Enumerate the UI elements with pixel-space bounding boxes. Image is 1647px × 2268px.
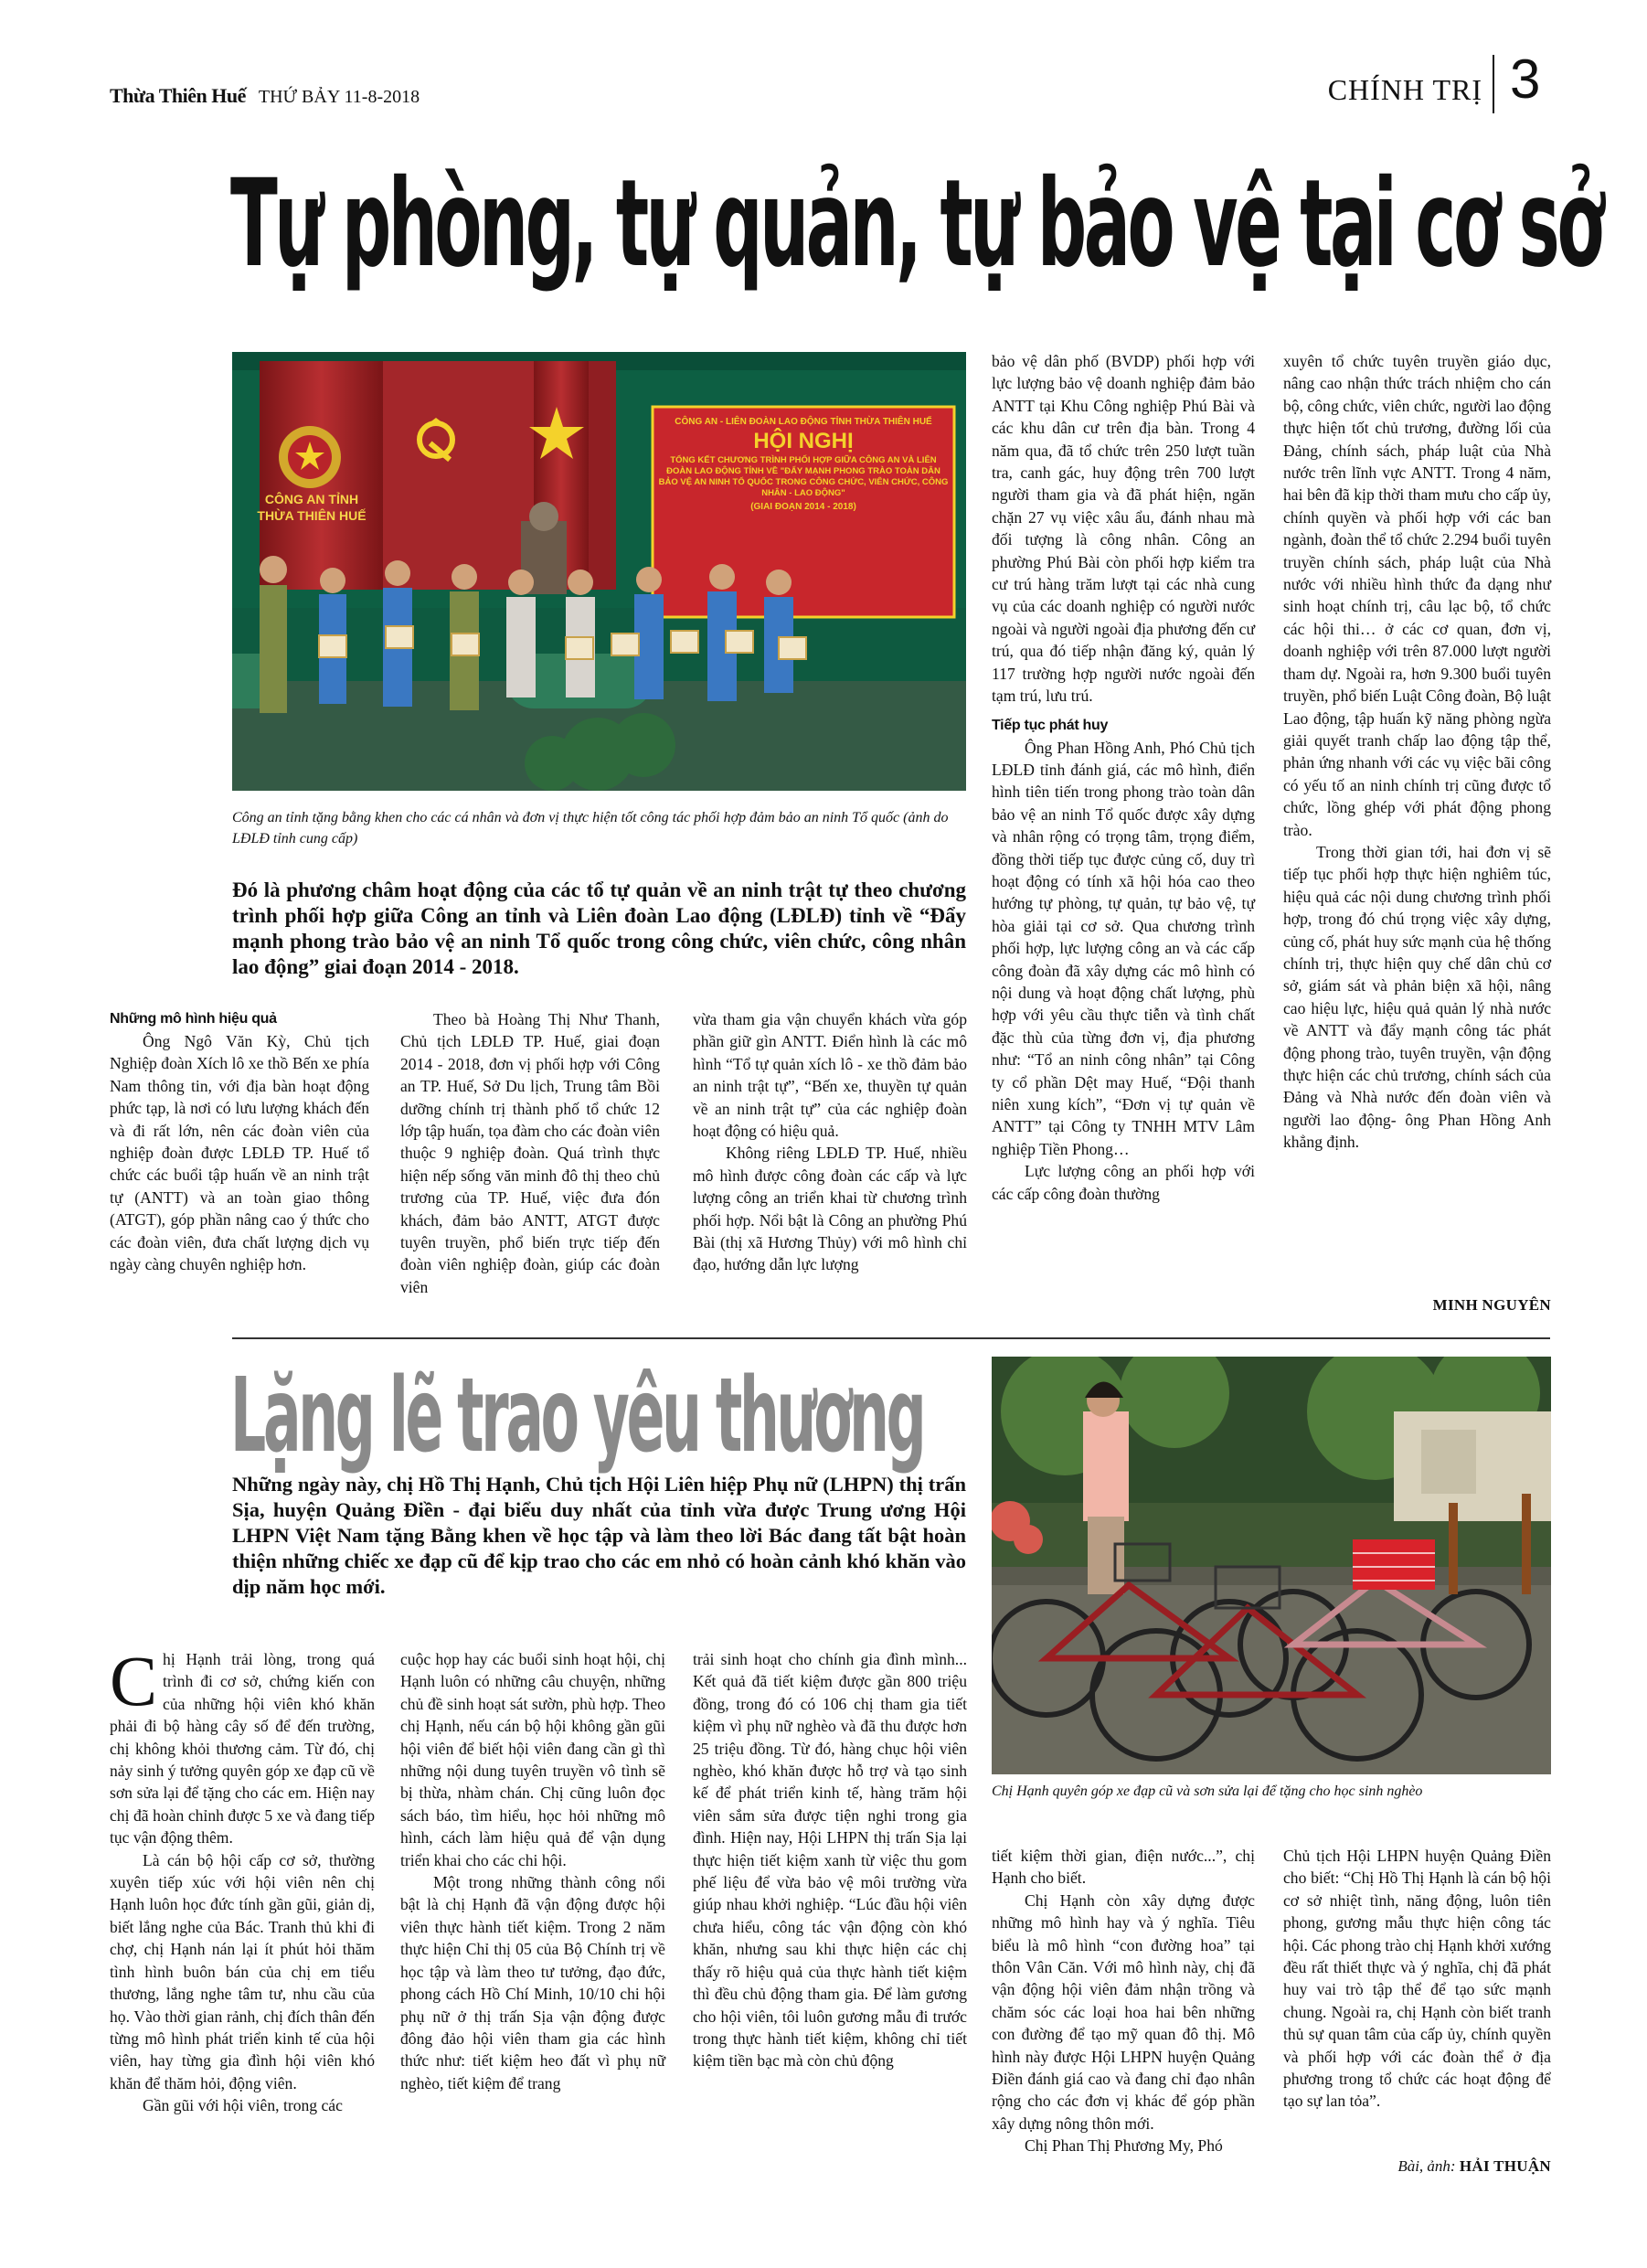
award-ceremony-photo (232, 352, 966, 791)
author-2: HẢI THUẬN (1459, 2157, 1551, 2175)
article1-paragraph: Theo bà Hoàng Thị Như Thanh, Chủ tịch LĐLĐ TP. Huế, giai đoạn 2014 - 2018, đơn vị phối hợp với Công an TP. Huế, Sở Du lịch, Trung tâm Bồi dưỡng chính trị thành phố tổ chức 12 lớp tập huấn, tọa đàm cho các đoàn viên thuộc 9 nghiệp đoàn. Quá trình thực hiện nếp sống văn minh đô thị theo chủ trương của TP. Huế, việc đưa đón khách, đảm bảo ANTT, ATGT được tuyên truyền, phổ biến trực tiếp đến đoàn viên nghiệp đoàn, giúp các đoàn viên (400, 1010, 660, 1296)
section-label: CHÍNH TRỊ (1327, 73, 1482, 106)
byline-2 (1397, 2157, 1551, 2176)
article1-paragraph: bảo vệ dân phố (BVDP) phối hợp với lực lượng bảo vệ doanh nghiệp đảm bảo ANTT tại Khu Công nghiệp Phú Bài và các khu dân cư trên địa bàn. Trong 4 năm qua, đã tổ chức trên 250 lượt tuần tra, canh gác, huy động trên 700 lượt người tham gia và đã phát hiện, ngăn chặn 27 vụ việc xâu ẩu, đánh nhau mà đối tượng là công nhân. Công an phường Phú Bài còn phối hợp kiểm tra cư trú hàng trăm lượt tại các nhà cung vụ của các doanh nghiệp có người nước ngoài và người ngoài địa phương đến cư trú, qua đó tiếp nhận đăng ký, quản lý 117 trường hợp người nước ngoài đến tạm trú, lưu trú. (992, 352, 1255, 706)
subhead-continue: Tiếp tục phát huy (992, 717, 1109, 733)
photo-caption-2: Chị Hạnh quyên góp xe đạp cũ và sơn sửa lại để tặng cho học sinh nghèo (992, 1784, 1423, 1799)
article2-paragraph: trải sinh hoạt cho chính gia đình mình... Kết quả đã tiết kiệm được gần 800 triệu đồng, trong đó có 106 chị tham gia tiết kiệm vì phụ nữ nghèo và đã thu được hơn 25 triệu đồng. Từ đó, hàng chục hội viên nghèo, khó khăn được hỗ trợ và tạo sinh kế để phát triển kinh tế, hàng trăm hội viên sắm sửa được tiện nghi trong gia đình. Hiện nay, Hội LHPN thị trấn Sịa lại thực hiện tiết kiệm xanh từ việc thu gom phế liệu để vừa bảo vệ môi trường vừa giúp nhau khởi nghiệp. “Lúc đầu hội viên chưa hiểu, công tác vận động còn khó khăn, nhưng sau khi thực hiện các chị thấy rõ hiệu quả của thực hành tiết kiệm thì đều chủ động tham gia. Để làm gương cho hội viên, tôi luôn gương mẫu đi trước trong thực hành tiết kiệm, không chỉ tiết kiệm tiền bạc mà còn chủ động (693, 1650, 967, 2071)
article2-paragraph: cuộc họp hay các buổi sinh hoạt hội, chị Hạnh luôn có những câu chuyện, những chủ đề sinh hoạt sát sườn, phù hợp. Theo chị Hạnh, nếu cán bộ hội không gần gũi hội viên để biết hội viên đang cần gì thì những nội dung tuyên truyền vô tình sẽ bị thừa, nhàm chán. Chị cũng luôn đọc sách báo, tìm hiểu, học hỏi những mô hình, cách làm hiệu quả để vận dụng triển khai cho các chi hội. (400, 1650, 665, 1869)
article2-paragraph: Là cán bộ hội cấp cơ sở, thường xuyên tiếp xúc với hội viên nên chị Hạnh luôn học đức tính gần gũi, giản dị, biết lắng nghe của Bác. Tranh thủ khi đi chợ, chị Hạnh nán lại ít phút hỏi thăm tình hình buôn bán của chị em tiểu thương, lắng nghe tâm tư, nhu cầu của họ. Vào thời gian rảnh, chị đích thân đến từng mô hình phát triển kinh tế của hội viên, hay từng gia đình hội viên khó khăn để thăm hỏi, động viên. (110, 1850, 375, 2092)
article1-column-2 (400, 1008, 660, 1298)
article2-paragraph: Chị Hạnh còn xây dựng được những mô hình hay và ý nghĩa. Tiêu biểu là mô hình “con đường hoa” tại thôn Vân Căn. Với mô hình này, chị đã vận động hội viên đảm nhận trồng và chăm sóc các loại hoa hai bên những con đường để tạo mỹ quan đô thị. Mô hình này được Hội LHPN huyện Quảng Điền đánh giá cao và đang chỉ đạo nhân rộng cho các đơn vị khác để góp phần xây dựng nông thôn mới. (992, 1890, 1255, 2133)
banner-organizers: CÔNG AN - LIÊN ĐOÀN LAO ĐỘNG TỈNH THỪA THIÊN HUẾ (675, 417, 932, 427)
masthead (110, 84, 420, 108)
article2-paragraph: Gần gũi với hội viên, trong các (143, 2096, 343, 2115)
emblem-text: CÔNG AN TỈNH THỪA THIÊN HUẾ (257, 492, 367, 523)
photo-caption-1: Công an tỉnh tặng bằng khen cho các cá nhân và đơn vị thực hiện tốt công tác phối hợp đảm bảo an ninh Tổ quốc (ảnh do LĐLĐ tỉnh cung cấp) (232, 810, 949, 847)
article2-column-1 (110, 1641, 375, 2117)
article1-paragraph: Trong thời gian tới, hai đơn vị sẽ tiếp tục phối hợp thực hiện nghiêm túc, hiệu quả các nội dung chương trình phối hợp, trong đó chú trọng việc xây dựng, củng cố, phát huy sức mạnh của hệ thống chính trị, thực hiện quy chế dân chủ cơ sở, giám sát và phản biện xã hội, nâng cao hiệu lực, hiệu quả quản lý nhà nước về ANTT và đẩy mạnh công tác phát động phong trào, tuyên truyền, vận động thực hiện các chủ trương, chính sách của Đảng và Nhà nước đến đoàn viên và người lao động- ông Phan Hồng Anh khẳng định. (1283, 842, 1551, 1152)
lead-2: Những ngày này, chị Hồ Thị Hạnh, Chủ tịch Hội Liên hiệp Phụ nữ (LHPN) thị trấn Sịa, huyện Quảng Điền - đại biểu duy nhất của tỉnh vừa được Trung ương Hội LHPN Việt Nam tặng Bằng khen về học tập và làm theo lời Bác đang tất bật hoàn thiện những chiếc xe đạp cũ để kịp trao cho các em nhỏ có hoàn cảnh khó khăn vào dịp năm học mới. (232, 1473, 966, 1598)
subhead-effective-models: Những mô hình hiệu quả (110, 1011, 277, 1027)
article2-paragraph (110, 1641, 375, 1849)
article2-column-4 (992, 1845, 1255, 2157)
banner-body: TỔNG KẾT CHƯƠNG TRÌNH PHỐI HỢP GIỮA CÔNG AN VÀ LIÊN ĐOÀN LAO ĐỘNG TỈNH VỀ "ĐẨY MẠNH PHONG TRÀO TOÀN DÂN BẢO VỆ AN NINH TỔ QUỐC TRONG CÔNG CHỨC, VIÊN CHỨC, CÔNG NHÂN - LAO ĐỘNG" (658, 455, 949, 498)
article2-column-5 (1283, 1845, 1551, 2113)
headline-1: Tự phòng, tự quản, tự bảo vệ tại cơ sở (230, 154, 1601, 294)
paper-name: Thừa Thiên Huế (110, 84, 246, 107)
banner-years: (GIAI ĐOẠN 2014 - 2018) (750, 502, 856, 512)
article2-paragraph-text: hị Hạnh trải lòng, trong quá trình đi cơ sở, chứng kiến con của những hội viên khó khăn phải đi bộ hàng cây số để đến trường, chị không khỏi thương cảm. Từ đó, chị nảy sinh ý tưởng quyên góp xe đạp cũ về sơn sửa lại để tặng cho các em. Hiện nay chị đã hoàn chỉnh được 5 xe và đang tiếp tục vận động thêm. (110, 1650, 375, 1847)
article1-paragraph: Lực lượng công an phối hợp với các cấp công đoàn thường (992, 1162, 1255, 1203)
issue-date: THỨ BẢY 11-8-2018 (258, 87, 420, 107)
article1-column-3 (693, 1008, 967, 1276)
author-1: MINH NGUYÊN (1432, 1296, 1551, 1314)
article1-column-5 (1283, 350, 1551, 1154)
drop-cap: C (110, 1641, 158, 1720)
article-divider (232, 1337, 1550, 1339)
article1-column-1 (110, 1008, 369, 1275)
article2-paragraph: Chị Phan Thị Phương My, Phó (1025, 2136, 1223, 2156)
bicycles-photo (992, 1357, 1551, 1774)
article2-column-2 (400, 1648, 665, 2094)
headline-2: Lặng lẽ trao yêu thương (230, 1357, 924, 1475)
article1-paragraph: Ông Ngô Văn Kỳ, Chủ tịch Nghiệp đoàn Xích lô xe thồ Bến xe phía Nam thông tin, với địa bàn hoạt động phức tạp, là nơi có lưu lượng khách đến và đi rất lớn, nên các đoàn viên của nghiệp đoàn được LĐLĐ TP. Huế tổ chức các buổi tập huấn về an ninh trật tự (ANTT) và an toàn giao thông (ATGT), góp phần nâng cao ý thức cho các đoàn viên, đưa chất lượng dịch vụ ngày càng chuyên nghiệp hơn. (110, 1032, 369, 1274)
article1-paragraph: xuyên tổ chức tuyên truyền giáo dục, nâng cao nhận thức trách nhiệm cho cán bộ, công chức, viên chức, người lao động thực hiện tốt chủ trương, đường lối của Đảng, chính sách, pháp luật của Nhà nước trên lĩnh vực ANTT. Trong 4 năm, hai bên đã kịp thời tham mưu cho cấp ủy, chính quyền và phối hợp với các ban ngành, đoàn thể tổ chức 2.294 buổi tuyên truyền chính sách, pháp luật của Nhà nước với nhiều hình thức đa dạng như sinh hoạt chính trị, câu lạc bộ, tổ chức các hội thi… ở các cơ quan, đơn vị, doanh nghiệp với trên 87.000 lượt người tham dự. Ngoài ra, hơn 9.300 buổi tuyên truyền, phổ biến Luật Công đoàn, Bộ luật Lao động, tập huấn kỹ năng phòng ngừa giải quyết tranh chấp lao động tập thể, phản ứng nhanh với các vụ việc bãi công có yếu tố an ninh chính trị cũng được tổ chức, lồng ghép với phát động phong trào. (1283, 352, 1551, 839)
article1-paragraph: Không riêng LĐLĐ TP. Huế, nhiều mô hình được công đoàn các cấp và lực lượng công an triển khai từ chương trình phối hợp. Nổi bật là Công an phường Phú Bài (thị xã Hương Thủy) với mô hình chỉ đạo, hướng dẫn lực lượng (693, 1144, 967, 1274)
article1-paragraph: Ông Phan Hồng Anh, Phó Chủ tịch LĐLĐ tỉnh đánh giá, các mô hình, điển hình tiên tiến trong phong trào toàn dân bảo vệ an ninh Tổ quốc được xây dựng và nhân rộng có trọng tâm, trọng điểm, đồng thời tiếp tục được củng cố, duy trì hoạt động có tính xã hội hóa cao theo hướng tự phòng, tự quản, tự bảo vệ, tự hòa giải tại cơ sở. Qua chương trình phối hợp, lực lượng công an và các cấp công đoàn đã xây dựng các mô hình có nội dung và hoạt động chất lượng, phù hợp với yêu cầu thực tiễn và tình chất đặc thù của từng đơn vị, địa phương như: “Tổ an ninh công nhân” tại Công ty cổ phần Dệt may Huế, “Đội thanh niên xung kích”, “Đơn vị tự quản về ANTT” tại Công ty TNHH MTV Lâm nghiệp Tiền Phong… (992, 738, 1255, 1158)
lead-1: Đó là phương châm hoạt động của các tổ tự quản về an ninh trật tự theo chương trình phối hợp giữa Công an tỉnh và Liên đoàn Lao động (LĐLĐ) tỉnh về “Đẩy mạnh phong trào bảo vệ an ninh Tổ quốc trong công chức, viên chức, công nhân lao động” giai đoạn 2014 - 2018. (232, 878, 966, 978)
bicycles-illustration (992, 1357, 1551, 1774)
page-number: 3 (1510, 48, 1541, 110)
byline-prefix: Bài, ảnh: (1397, 2157, 1456, 2175)
article1-column-4 (992, 350, 1255, 1205)
section-divider (1493, 55, 1494, 113)
conference-banner (658, 412, 949, 612)
article2-paragraph: tiết kiệm thời gian, điện nước...”, chị Hạnh cho biết. (992, 1847, 1255, 1888)
article2-paragraph: Chủ tịch Hội LHPN huyện Quảng Điền cho biết: “Chị Hồ Thị Hạnh là cán bộ hội cơ sở nhiệt tình, năng động, luôn tiên phong, gương mẫu thực hiện công tác hội. Các phong trào chị Hạnh khởi xướng đều rất thiết thực và ý nghĩa, chị đã phát huy vai trò tập thể để tạo sức mạnh chung. Ngoài ra, chị Hạnh còn biết tranh thủ sự quan tâm của cấp ủy, chính quyền và phối hợp với các đoàn thể ở địa phương trong tổ chức các hoạt động để tạo sự lan tỏa”. (1283, 1847, 1551, 2111)
article2-paragraph: Một trong những thành công nổi bật là chị Hạnh đã vận động được hội viên thực hành tiết kiệm. Trong 2 năm thực hiện Chỉ thị 05 của Bộ Chính trị về học tập và làm theo tư tưởng, đạo đức, phong cách Hồ Chí Minh, 10/10 chi hội phụ nữ ở thị trấn Sịa vận động được đông đảo hội viên tham gia các hình thức như: tiết kiệm heo đất vì phụ nữ nghèo, tiết kiệm để trang (400, 1873, 665, 2092)
article1-paragraph: vừa tham gia vận chuyển khách vừa góp phần giữ gìn ANTT. Điển hình là các mô hình “Tổ tự quản xích lô - xe thồ đảm bảo an ninh trật tự”, “Bến xe, thuyền tự quản về an ninh trật tự” của các nghiệp đoàn hoạt động có hiệu quả. (693, 1010, 967, 1141)
article2-column-3 (693, 1648, 967, 2072)
banner-title: HỘI NGHỊ (753, 429, 854, 453)
